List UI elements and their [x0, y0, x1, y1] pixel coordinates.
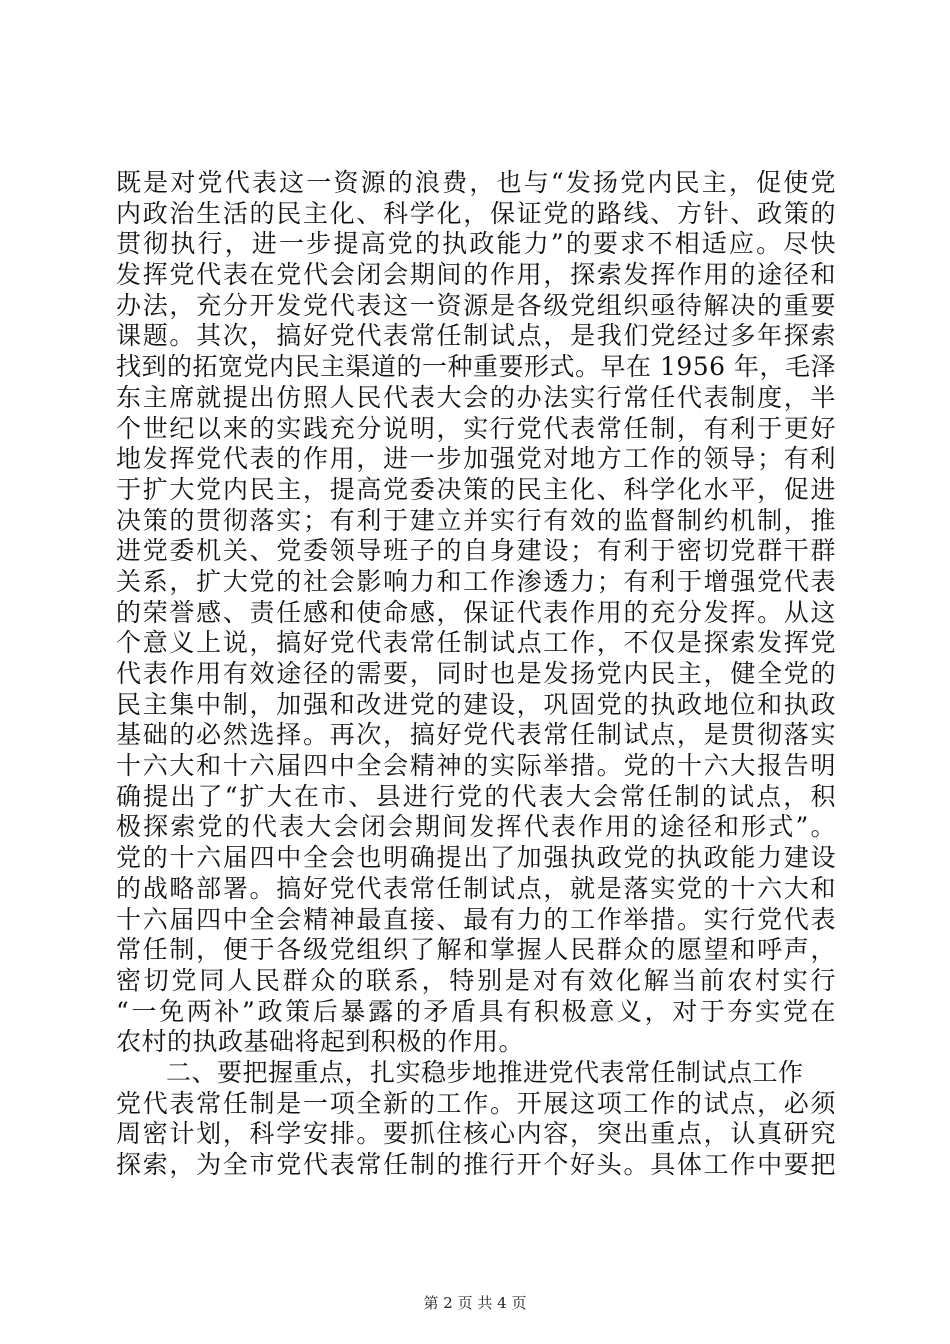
text-line: 内政治生活的民主化、科学化，保证党的路线、方针、政策的 [116, 198, 836, 228]
text-line: 发挥党代表在党代会闭会期间的作用，探索发挥作用的途径和 [116, 260, 836, 290]
text-line: 农村的执政基础将起到积极的作用。 [116, 1027, 525, 1057]
text-line: 基础的必然选择。再次，搞好党代表常任制试点，是贯彻落实 [116, 720, 836, 750]
text-line: 十六届四中全会精神最直接、最有力的工作举措。实行党代表 [116, 904, 836, 934]
text-line: 关系，扩大党的社会影响力和工作渗透力；有利于增强党代表 [116, 566, 836, 596]
text-line: 密切党同人民群众的联系，特别是对有效化解当前农村实行 [116, 965, 836, 995]
text-line: 既是对党代表这一资源的浪费，也与“发扬党内民主，促使党 [116, 168, 836, 197]
text-line: 地发挥党代表的作用，进一步加强党对地方工作的领导；有利 [116, 444, 836, 474]
text-line: 常任制，便于各级党组织了解和掌握人民群众的愿望和呼声， [116, 935, 836, 965]
text-line: 找到的拓宽党内民主渠道的一种重要形式。早在 1956 年，毛泽 [116, 352, 837, 382]
text-line: 极探索党的代表大会闭会期间发挥代表作用的途径和形式”。 [116, 812, 836, 842]
text-line: 课题。其次，搞好党代表常任制试点，是我们党经过多年探索 [116, 321, 836, 351]
text-line: 十六大和十六届四中全会精神的实际举措。党的十六大报告明 [116, 751, 836, 781]
text-line: 个世纪以来的实践充分说明，实行党代表常任制，有利于更好 [116, 413, 836, 443]
text-line: 代表作用有效途径的需要，同时也是发扬党内民主，健全党的 [116, 659, 836, 688]
text-line: 探索，为全市党代表常任制的推行开个好头。具体工作中要把 [116, 1150, 836, 1179]
text-line: 的战略部署。搞好党代表常任制试点，就是落实党的十六大和 [116, 873, 836, 903]
text-line: 决策的贯彻落实；有利于建立并实行有效的监督制约机制，推 [116, 505, 836, 535]
text-line: 周密计划，科学安排。要抓住核心内容，突出重点，认真研究 [116, 1119, 836, 1149]
text-line: 党的十六届四中全会也明确提出了加强执政党的执政能力建设 [116, 843, 836, 873]
text-line: 党代表常任制是一项全新的工作。开展这项工作的试点，必须 [116, 1088, 836, 1118]
body-text [116, 168, 836, 1181]
text-line: 进党委机关、党委领导班子的自身建设；有利于密切党群干群 [116, 536, 836, 566]
text-line: 民主集中制，加强和改进党的建设，巩固党的执政地位和执政 [116, 689, 836, 719]
text-line: 个意义上说，搞好党代表常任制试点工作，不仅是探索发挥党 [116, 628, 836, 658]
text-line: 于扩大党内民主，提高党委决策的民主化、科学化水平，促进 [116, 474, 836, 504]
page-footer: 第 2 页 共 4 页 [423, 1294, 527, 1312]
text-line: 确提出了“扩大在市、县进行党的代表大会常任制的试点，积 [116, 781, 836, 811]
text-line: 东主席就提出仿照人民代表大会的办法实行常任代表制度，半 [116, 382, 836, 412]
section-heading: 二、要把握重点，扎实稳步地推进党代表常任制试点工作 [166, 1057, 804, 1087]
text-line: 办法，充分开发党代表这一资源是各级党组织亟待解决的重要 [116, 290, 836, 320]
text-line: 贯彻执行，进一步提高党的执政能力”的要求不相适应。尽快 [116, 229, 836, 259]
text-line: “一免两补”政策后暴露的矛盾具有积极意义，对于夯实党在 [116, 996, 836, 1026]
text-line: 的荣誉感、责任感和使命感，保证代表作用的充分发挥。从这 [116, 597, 836, 627]
